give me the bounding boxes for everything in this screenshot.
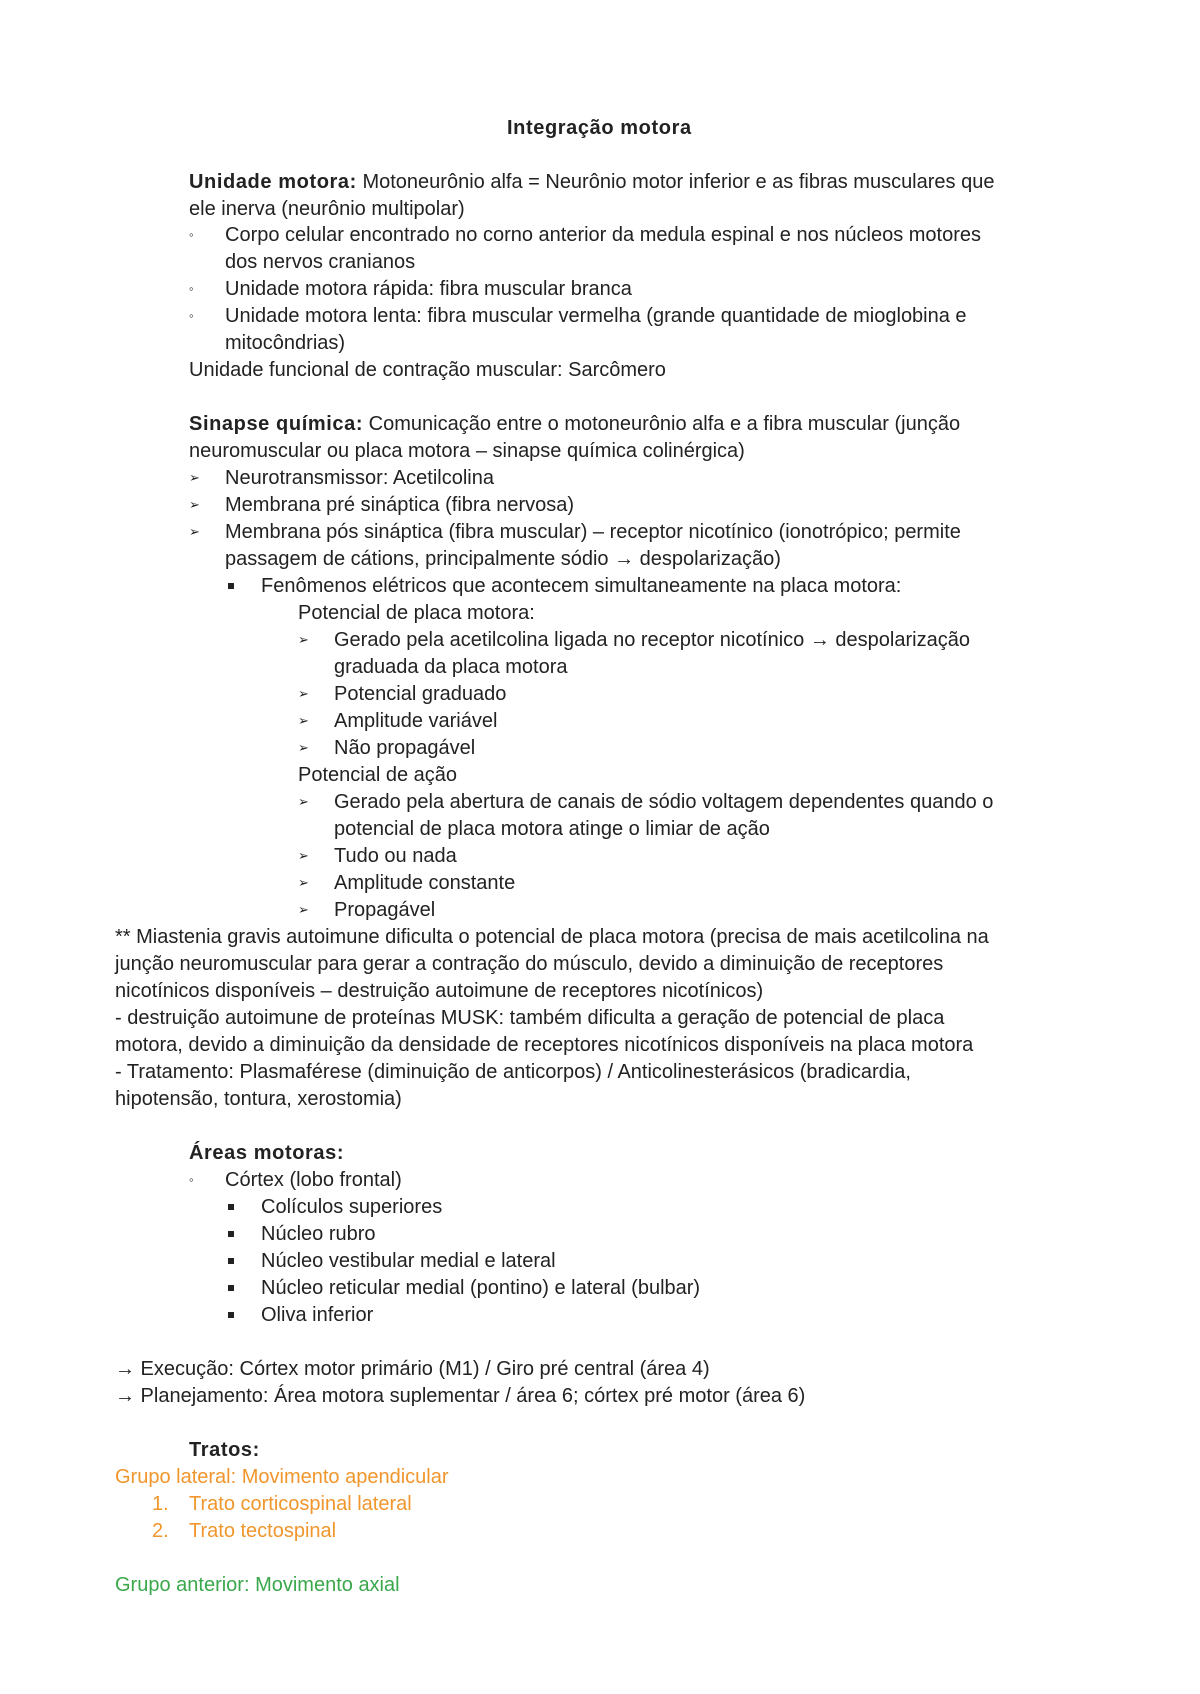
arrow-bullet-icon: ➢ bbox=[298, 740, 309, 755]
note-line: hipotensão, tontura, xerostomia) bbox=[115, 1088, 402, 1110]
arrow-bullet-icon: ➢ bbox=[189, 470, 200, 485]
arrow-bullet-icon: ➢ bbox=[298, 848, 309, 863]
arrow-bullet-icon: ➢ bbox=[298, 902, 309, 917]
list-item: Unidade motora lenta: fibra muscular vermelha (grande quantidade de mioglobina e bbox=[225, 305, 967, 327]
list-item: Membrana pré sináptica (fibra nervosa) bbox=[225, 494, 575, 516]
execucao-line: → Execução: Córtex motor primário (M1) / Giro pré central (área 4) bbox=[115, 1358, 710, 1380]
arrow-bullet-icon: ➢ bbox=[298, 794, 309, 809]
square-bullet-icon bbox=[228, 1285, 234, 1291]
sinapse-intro bbox=[189, 411, 960, 437]
sarcomero-line: Unidade funcional de contração muscular: Sarcômero bbox=[189, 359, 666, 381]
note-line: - Tratamento: Plasmaférese (diminuição de anticorpos) / Anticolinesterásicos (bradicardia, bbox=[115, 1061, 911, 1083]
ppm-label: Potencial de placa motora: bbox=[298, 602, 535, 624]
note-line: motora, devido a diminuição da densidade de receptores nicotínicos disponíveis na placa motora bbox=[115, 1034, 974, 1056]
arrow-bullet-icon: ➢ bbox=[189, 524, 200, 539]
bullet-icon: ◦ bbox=[189, 281, 194, 296]
unidade-motora-heading: Unidade motora: bbox=[189, 171, 357, 193]
arrow-bullet-icon: ➢ bbox=[298, 686, 309, 701]
square-bullet-icon bbox=[228, 1258, 234, 1264]
list-item-cont: dos nervos cranianos bbox=[225, 251, 416, 273]
sub-list-item: Núcleo rubro bbox=[261, 1223, 376, 1245]
square-bullet-icon bbox=[228, 583, 234, 589]
tratos-heading: Tratos: bbox=[189, 1439, 260, 1461]
sub-list-item: Núcleo reticular medial (pontino) e lateral (bulbar) bbox=[261, 1277, 701, 1299]
ppm-item: Gerado pela acetilcolina ligada no receptor nicotínico → despolarização bbox=[334, 629, 970, 651]
sub-list-item: Fenômenos elétricos que acontecem simultaneamente na placa motora: bbox=[261, 575, 902, 597]
arrow-bullet-icon: ➢ bbox=[298, 875, 309, 890]
note-line: junção neuromuscular para gerar a contração do músculo, devido a diminuição de receptores bbox=[115, 953, 944, 975]
note-line: nicotínicos disponíveis – destruição autoimune de receptores nicotínicos) bbox=[115, 980, 764, 1002]
square-bullet-icon bbox=[228, 1312, 234, 1318]
sinapse-heading: Sinapse química: bbox=[189, 413, 364, 435]
grupo-lateral-line: Grupo lateral: Movimento apendicular bbox=[115, 1466, 449, 1488]
list-item: Corpo celular encontrado no corno anterior da medula espinal e nos núcleos motores bbox=[225, 224, 982, 246]
pa-item: Amplitude constante bbox=[334, 872, 516, 894]
list-item-cont: passagem de cátions, principalmente sódio → despolarização) bbox=[225, 548, 781, 570]
list-item-cont: mitocôndrias) bbox=[225, 332, 346, 354]
sub-list-item: Núcleo vestibular medial e lateral bbox=[261, 1250, 556, 1272]
trato-item: Trato tectospinal bbox=[189, 1520, 337, 1542]
list-item: Neurotransmissor: Acetilcolina bbox=[225, 467, 494, 489]
trato-item: Trato corticospinal lateral bbox=[189, 1493, 412, 1515]
sub-list-item: Oliva inferior bbox=[261, 1304, 374, 1326]
list-item: Unidade motora rápida: fibra muscular branca bbox=[225, 278, 632, 300]
square-bullet-icon bbox=[228, 1231, 234, 1237]
note-line: - destruição autoimune de proteínas MUSK: também dificulta a geração de potencial de placa bbox=[115, 1007, 945, 1029]
pa-item: Gerado pela abertura de canais de sódio voltagem dependentes quando o bbox=[334, 791, 994, 813]
pa-item-cont: potencial de placa motora atinge o limiar de ação bbox=[334, 818, 770, 840]
note-line: ** Miastenia gravis autoimune dificulta o potencial de placa motora (precisa de mais acetilcolina na bbox=[115, 926, 989, 948]
arrow-bullet-icon: ➢ bbox=[298, 632, 309, 647]
bullet-icon: ◦ bbox=[189, 308, 194, 323]
sinapse-text: Comunicação entre o motoneurônio alfa e a fibra muscular (junção bbox=[368, 413, 961, 435]
areas-motoras-heading: Áreas motoras: bbox=[189, 1142, 345, 1164]
unidade-motora-text-cont: ele inerva (neurônio multipolar) bbox=[189, 198, 465, 220]
ppm-item-cont: graduada da placa motora bbox=[334, 656, 568, 678]
bullet-icon: ◦ bbox=[189, 1172, 194, 1187]
list-item: Córtex (lobo frontal) bbox=[225, 1169, 402, 1191]
ppm-item: Potencial graduado bbox=[334, 683, 507, 705]
sub-list-item: Colículos superiores bbox=[261, 1196, 443, 1218]
unidade-motora-intro bbox=[189, 169, 994, 195]
pa-label: Potencial de ação bbox=[298, 764, 458, 786]
pa-item: Propagável bbox=[334, 899, 436, 921]
list-number: 2. bbox=[152, 1520, 169, 1542]
ppm-item: Amplitude variável bbox=[334, 710, 498, 732]
list-item: Membrana pós sináptica (fibra muscular) – receptor nicotínico (ionotrópico; permite bbox=[225, 521, 961, 543]
grupo-anterior-line: Grupo anterior: Movimento axial bbox=[115, 1574, 400, 1596]
pa-item: Tudo ou nada bbox=[334, 845, 457, 867]
unidade-motora-text: Motoneurônio alfa = Neurônio motor inferior e as fibras musculares que bbox=[362, 171, 995, 193]
arrow-bullet-icon: ➢ bbox=[189, 497, 200, 512]
list-number: 1. bbox=[152, 1493, 169, 1515]
square-bullet-icon bbox=[228, 1204, 234, 1210]
ppm-item: Não propagável bbox=[334, 737, 476, 759]
arrow-bullet-icon: ➢ bbox=[298, 713, 309, 728]
bullet-icon: ◦ bbox=[189, 227, 194, 242]
sinapse-text-cont: neuromuscular ou placa motora – sinapse química colinérgica) bbox=[189, 440, 745, 462]
page-title: Integração motora bbox=[507, 117, 692, 139]
planejamento-line: → Planejamento: Área motora suplementar / área 6; córtex pré motor (área 6) bbox=[115, 1385, 806, 1407]
